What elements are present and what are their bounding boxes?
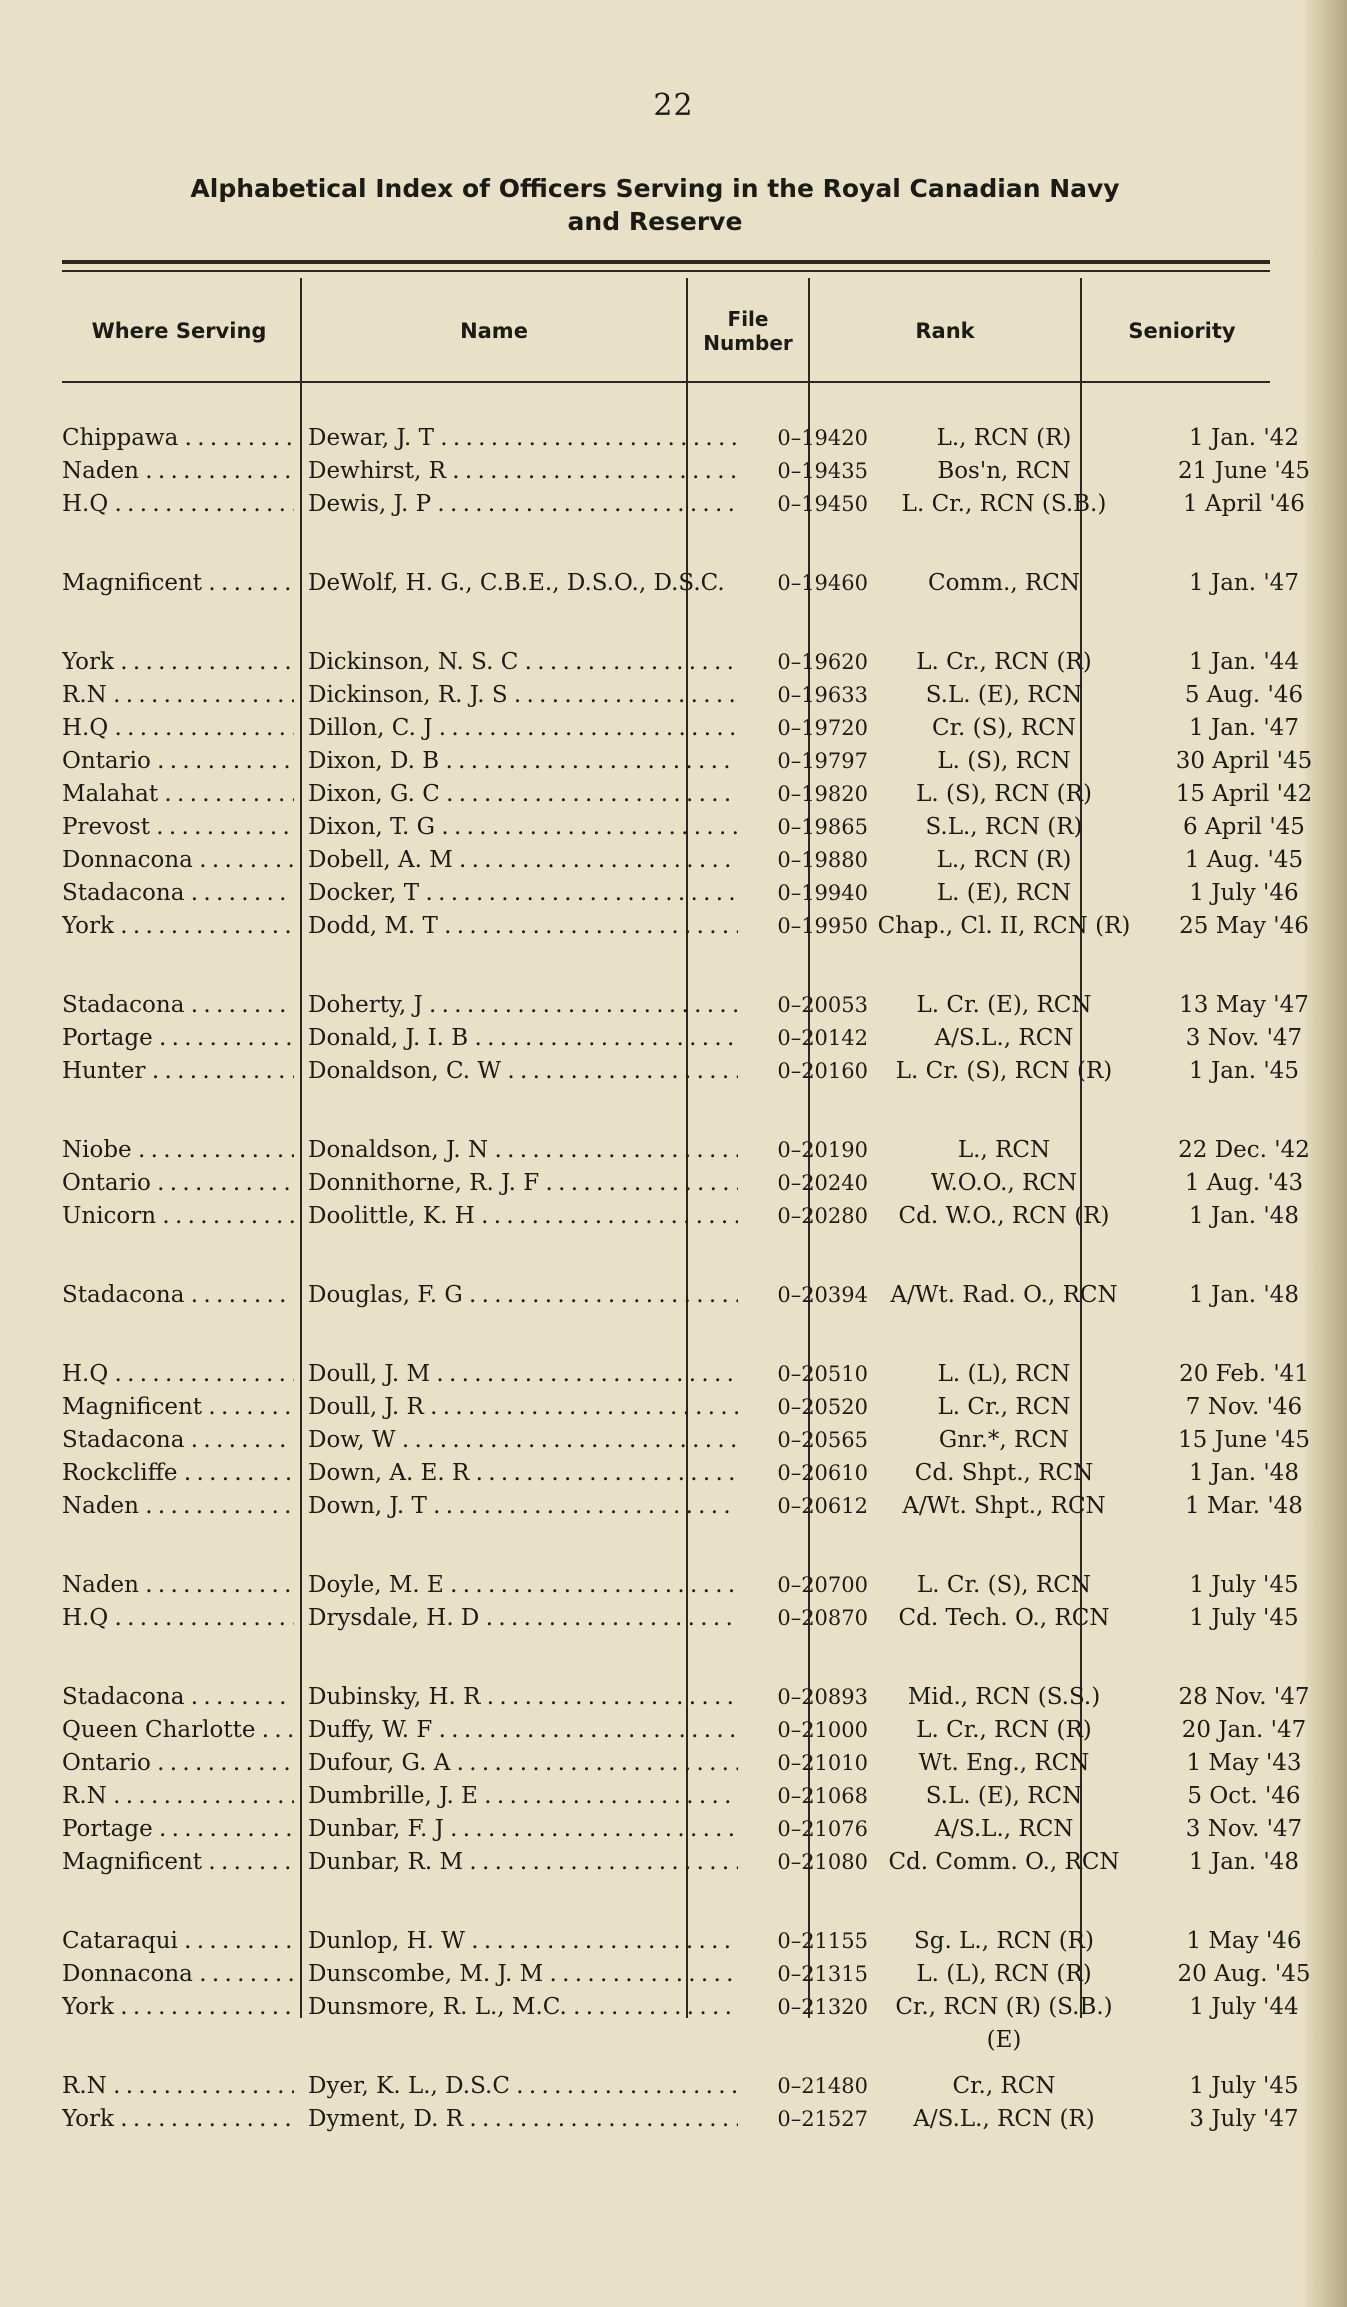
table-top-rule-thin (62, 270, 1270, 272)
name-cell (308, 1958, 738, 1991)
table-row (62, 1747, 1302, 1780)
file-number-cell: 0–19865 (777, 815, 868, 839)
rank-cell: Mid., RCN (S.S.) (907, 1684, 1101, 1710)
file-number-cell: 0–21000 (777, 1718, 868, 1742)
rank-cell: A/Wt. Shpt., RCN (902, 1493, 1106, 1519)
officer-name: Dixon, D. B . . . (308, 745, 738, 778)
seniority-cell: 1 July '45 (1189, 1605, 1299, 1631)
table-row (62, 1925, 1302, 1958)
header-file-number: File Number (703, 306, 793, 355)
name-cell (308, 844, 738, 877)
file-number-cell: 0–19720 (777, 716, 868, 740)
where-serving-cell: York . . . (62, 646, 294, 679)
officer-name: Docker, T . . . (308, 877, 738, 910)
name-cell (308, 1813, 738, 1846)
officer-name: Duffy, W. F . . . (308, 1714, 738, 1747)
file-number-cell: 0–21527 (777, 2107, 868, 2131)
name-cell (308, 910, 738, 943)
officer-name: Dickinson, R. J. S . . . (308, 679, 738, 712)
officer-name: Dunbar, R. M . . . (308, 1846, 738, 1879)
seniority-cell: 21 June '45 (1178, 458, 1310, 484)
file-number-cell: 0–20510 (777, 1362, 868, 1386)
where-serving-cell: Naden . . . (62, 1490, 294, 1523)
seniority-cell: 1 July '45 (1189, 1572, 1299, 1598)
rank-cell: Cd. Comm. O., RCN (888, 1849, 1120, 1875)
name-cell (308, 1167, 738, 1200)
rank-cell: Cr. (S), RCN (931, 715, 1077, 741)
seniority-cell: 1 April '46 (1183, 491, 1305, 517)
name-cell (308, 811, 738, 844)
officer-name: Dixon, G. C . . . (308, 778, 738, 811)
name-cell (308, 679, 738, 712)
title-line-1: Alphabetical Index of Officers Serving in the Royal Canadian Navy (190, 174, 1120, 203)
seniority-cell: 1 Jan. '42 (1189, 425, 1299, 451)
file-number-cell: 0–20870 (777, 1606, 868, 1630)
seniority-cell: 1 Jan. '44 (1189, 649, 1299, 675)
rank-cell: A/S.L., RCN (934, 1025, 1074, 1051)
table-row (62, 422, 1299, 455)
rank-cell: A/Wt. Rad. O., RCN (890, 1282, 1118, 1308)
seniority-cell: 20 Aug. '45 (1177, 1961, 1311, 1987)
file-number-cell: 0–20280 (777, 1204, 868, 1228)
file-number-cell: 0–20610 (777, 1461, 868, 1485)
name-cell (308, 1490, 738, 1523)
where-serving-cell: Portage . . . (62, 1022, 294, 1055)
name-cell (308, 1134, 738, 1167)
rank-cell: Cd. Tech. O., RCN (898, 1605, 1110, 1631)
where-serving-cell: Unicorn . . . (62, 1200, 294, 1233)
where-serving-cell: Magnificent . . . (62, 1391, 294, 1424)
file-number-cell: 0–21315 (777, 1962, 868, 1986)
table-row (62, 1457, 1299, 1490)
officer-name: Dunbar, F. J . . . (308, 1813, 738, 1846)
name-cell (308, 1569, 738, 1602)
officer-name: Doolittle, K. H . . . (308, 1200, 738, 1233)
name-cell (308, 1681, 738, 1714)
where-serving-cell: Donnacona . . . (62, 844, 294, 877)
where-serving-cell: Naden . . . (62, 455, 294, 488)
title-line-2: and Reserve (567, 207, 743, 236)
file-number-cell: 0–20565 (777, 1428, 868, 1452)
name-cell (308, 1991, 738, 2024)
rank-cell: Cr., RCN (R) (S.B.) (E) (895, 1994, 1113, 2053)
where-serving-cell: Queen Charlotte . . . (62, 1714, 294, 1747)
name-cell (308, 989, 738, 1022)
seniority-cell: 15 June '45 (1178, 1427, 1310, 1453)
officer-name: Dillon, C. J . . . (308, 712, 738, 745)
officer-name: Dewis, J. P . . . (308, 488, 738, 521)
officer-name: Dewhirst, R . . . (308, 455, 738, 488)
table-row (62, 2103, 1299, 2136)
file-number-cell: 0–20240 (777, 1171, 868, 1195)
seniority-cell: 3 Nov. '47 (1185, 1816, 1303, 1842)
table-row (62, 1391, 1303, 1424)
officer-name: Dufour, G. A . . . (308, 1747, 738, 1780)
table-row (62, 811, 1305, 844)
file-number-cell: 0–21155 (777, 1929, 868, 1953)
name-cell (308, 2070, 738, 2103)
name-cell (308, 1055, 738, 1088)
seniority-cell: 1 Jan. '48 (1189, 1460, 1299, 1486)
seniority-cell: 3 Nov. '47 (1185, 1025, 1303, 1051)
where-serving-cell: Stadacona . . . (62, 877, 294, 910)
name-cell (308, 1200, 738, 1233)
rank-cell: L., RCN (R) (936, 847, 1072, 873)
table-row (62, 1780, 1301, 1813)
seniority-cell: 20 Jan. '47 (1181, 1717, 1307, 1743)
officer-name: Dickinson, N. S. C . . . (308, 646, 738, 679)
where-serving-cell: Stadacona . . . (62, 1424, 294, 1457)
rank-cell: Cd. Shpt., RCN (914, 1460, 1094, 1486)
where-serving-cell: Magnificent . . . (62, 1846, 294, 1879)
name-cell (308, 646, 738, 679)
officer-name: Dobell, A. M . . . (308, 844, 738, 877)
file-number-cell: 0–19820 (777, 782, 868, 806)
officer-name: Dodd, M. T . . . (308, 910, 738, 943)
name-cell (308, 1424, 738, 1457)
table-row (62, 778, 1313, 811)
where-serving-cell: R.N . . . (62, 679, 294, 712)
name-cell (308, 877, 738, 910)
name-cell (308, 488, 738, 521)
file-number-cell: 0–20160 (777, 1059, 868, 1083)
rank-cell: L. Cr., RCN (R) (916, 649, 1092, 675)
file-number-cell: 0–19633 (777, 683, 868, 707)
seniority-cell: 1 July '45 (1189, 2073, 1299, 2099)
rank-cell: Bos'n, RCN (937, 458, 1071, 484)
officer-name: Dunscombe, M. J. M . . . (308, 1958, 738, 1991)
table-row (62, 1167, 1304, 1200)
file-number-cell: 0–19797 (777, 749, 868, 773)
table-row (62, 877, 1299, 910)
table-row (62, 745, 1313, 778)
name-cell (308, 1279, 738, 1312)
table-row (62, 1200, 1299, 1279)
where-serving-cell: H.Q . . . (62, 1602, 294, 1635)
table-row (62, 1991, 1299, 2070)
seniority-cell: 25 May '46 (1179, 913, 1309, 939)
table-row (62, 1424, 1310, 1457)
where-serving-cell: York . . . (62, 1991, 294, 2024)
page-title (100, 172, 1210, 238)
rank-cell: Sg. L., RCN (R) (914, 1928, 1094, 1954)
table-row (62, 1134, 1310, 1167)
seniority-cell: 15 April '42 (1175, 781, 1313, 807)
where-serving-cell: Magnificent . . . (62, 567, 294, 600)
name-cell (308, 712, 738, 745)
seniority-cell: 13 May '47 (1179, 992, 1309, 1018)
officer-name: Dow, W . . . (308, 1424, 738, 1457)
table-row (62, 1846, 1299, 1925)
header-seniority: Seniority (1128, 318, 1236, 343)
table-row (62, 1602, 1299, 1681)
officer-name: Dunsmore, R. L., M.C. . . . (308, 1991, 738, 2024)
rank-cell: L. Cr., RCN (R) (916, 1717, 1092, 1743)
rank-cell: L. Cr. (S), RCN (917, 1572, 1091, 1598)
where-serving-cell: Ontario . . . (62, 1167, 294, 1200)
name-cell (308, 422, 738, 455)
officer-name: Doull, J. M . . . (308, 1358, 738, 1391)
officer-name: Dewar, J. T . . . (308, 422, 738, 455)
seniority-cell: 1 Jan. '48 (1189, 1849, 1299, 1875)
name-cell (308, 1602, 738, 1635)
table-row (62, 567, 1299, 646)
seniority-cell: 1 Aug. '43 (1184, 1170, 1304, 1196)
name-cell (308, 1391, 738, 1424)
officer-name: Dyment, D. R . . . (308, 2103, 738, 2136)
header-name: Name (460, 318, 528, 343)
table-row (62, 712, 1299, 745)
where-serving-cell: Ontario . . . (62, 1747, 294, 1780)
officer-name: Dixon, T. G . . . (308, 811, 738, 844)
name-cell (308, 1780, 738, 1813)
officer-name: Down, J. T . . . (308, 1490, 738, 1523)
seniority-cell: 1 Aug. '45 (1184, 847, 1304, 873)
where-serving-cell: Ontario . . . (62, 745, 294, 778)
officer-name: Dubinsky, H. R . . . (308, 1681, 738, 1714)
officer-name: Donaldson, C. W . . . (308, 1055, 738, 1088)
file-number-cell: 0–21320 (777, 1995, 868, 2019)
seniority-cell: 22 Dec. '42 (1178, 1137, 1310, 1163)
seniority-cell: 1 July '46 (1189, 880, 1299, 906)
where-serving-cell: Malahat . . . (62, 778, 294, 811)
file-number-cell: 0–20612 (777, 1494, 868, 1518)
table-row (62, 1358, 1309, 1391)
rank-cell: L. (L), RCN (937, 1361, 1071, 1387)
officer-name: Dunlop, H. W . . . (308, 1925, 738, 1958)
rank-cell: L., RCN (R) (936, 425, 1072, 451)
where-serving-cell: Stadacona . . . (62, 1681, 294, 1714)
officer-name: DeWolf, H. G., C.B.E., D.S.O., D.S.C. (308, 570, 725, 596)
where-serving-cell: York . . . (62, 910, 294, 943)
seniority-cell: 1 July '44 (1189, 1994, 1299, 2020)
name-cell (308, 1846, 738, 1879)
file-number-cell: 0–19880 (777, 848, 868, 872)
rank-cell: Comm., RCN (927, 570, 1081, 596)
officer-name: Donald, J. I. B . . . (308, 1022, 738, 1055)
file-number-cell: 0–20394 (777, 1283, 868, 1307)
rank-cell: Chap., Cl. II, RCN (R) (877, 913, 1131, 939)
seniority-cell: 1 Mar. '48 (1185, 1493, 1303, 1519)
file-number-cell: 0–20700 (777, 1573, 868, 1597)
file-number-cell: 0–19420 (777, 426, 868, 450)
where-serving-cell: Donnacona . . . (62, 1958, 294, 1991)
officer-name: Doyle, M. E . . . (308, 1569, 738, 1602)
file-number-cell: 0–20053 (777, 993, 868, 1017)
rank-cell: A/S.L., RCN (R) (913, 2106, 1095, 2132)
name-cell (308, 1457, 738, 1490)
rank-cell: L. (E), RCN (936, 880, 1072, 906)
seniority-cell: 28 Nov. '47 (1178, 1684, 1310, 1710)
officer-name: Down, A. E. R . . . (308, 1457, 738, 1490)
table-row (62, 844, 1304, 877)
where-serving-cell: H.Q . . . (62, 488, 294, 521)
seniority-cell: 1 Jan. '47 (1189, 570, 1299, 596)
where-serving-cell: Prevost . . . (62, 811, 294, 844)
rank-cell: L. (L), RCN (R) (916, 1961, 1092, 1987)
name-cell (308, 455, 738, 488)
where-serving-cell: Hunter . . . (62, 1055, 294, 1088)
seniority-cell: 1 May '43 (1186, 1750, 1302, 1776)
file-number-cell: 0–21480 (777, 2074, 868, 2098)
table-row (62, 646, 1299, 679)
rank-cell: S.L. (E), RCN (925, 1783, 1083, 1809)
seniority-cell: 1 Jan. '48 (1189, 1203, 1299, 1229)
seniority-cell: 30 April '45 (1175, 748, 1313, 774)
where-serving-cell: Chippawa . . . (62, 422, 294, 455)
table-row (62, 1279, 1299, 1358)
rank-cell: A/S.L., RCN (934, 1816, 1074, 1842)
file-number-cell: 0–21076 (777, 1817, 868, 1841)
file-number-cell: 0–19950 (777, 914, 868, 938)
table-row (62, 455, 1310, 488)
seniority-cell: 1 May '46 (1186, 1928, 1302, 1954)
officer-name: Donaldson, J. N . . . (308, 1134, 738, 1167)
rank-cell: Cr., RCN (952, 2073, 1056, 2099)
officer-name: Donnithorne, R. J. F . . . (308, 1167, 738, 1200)
seniority-cell: 20 Feb. '41 (1179, 1361, 1309, 1387)
header-rank: Rank (915, 318, 975, 343)
table-row (62, 1569, 1299, 1602)
officer-name: Dumbrille, J. E . . . (308, 1780, 738, 1813)
file-number-cell: 0–20520 (777, 1395, 868, 1419)
rank-cell: L. (S), RCN (R) (916, 781, 1092, 807)
rank-cell: S.L. (E), RCN (925, 682, 1083, 708)
table-row (62, 488, 1305, 567)
header-bottom-rule (62, 381, 1270, 383)
file-number-cell: 0–19460 (777, 571, 868, 595)
seniority-cell: 1 Jan. '48 (1189, 1282, 1299, 1308)
name-cell (308, 778, 738, 811)
name-cell (308, 1358, 738, 1391)
where-serving-cell: Naden . . . (62, 1569, 294, 1602)
seniority-cell: 3 July '47 (1189, 2106, 1299, 2132)
where-serving-cell: Niobe . . . (62, 1134, 294, 1167)
table-top-rule (62, 260, 1270, 264)
rank-cell: L. Cr. (E), RCN (916, 992, 1092, 1018)
file-number-cell: 0–20142 (777, 1026, 868, 1050)
officer-table-body (62, 422, 1313, 2136)
table-row (62, 1681, 1310, 1714)
seniority-cell: 6 April '45 (1183, 814, 1305, 840)
table-row (62, 989, 1309, 1022)
file-number-cell: 0–21068 (777, 1784, 868, 1808)
table-row (62, 1958, 1311, 1991)
where-serving-cell: Stadacona . . . (62, 989, 294, 1022)
officer-name: Doull, J. R . . . (308, 1391, 738, 1424)
table-row (62, 1714, 1307, 1747)
rank-cell: L. Cr., RCN (S.B.) (901, 491, 1107, 517)
name-cell (308, 567, 738, 600)
officer-name: Drysdale, H. D . . . (308, 1602, 738, 1635)
officer-name: Douglas, F. G . . . (308, 1279, 738, 1312)
file-number-cell: 0–20190 (777, 1138, 868, 1162)
officer-name: Dyer, K. L., D.S.C . . . (308, 2070, 738, 2103)
rank-cell: L. (S), RCN (937, 748, 1071, 774)
name-cell (308, 2103, 738, 2136)
file-number-cell: 0–19620 (777, 650, 868, 674)
file-number-cell: 0–19940 (777, 881, 868, 905)
file-number-cell: 0–19450 (777, 492, 868, 516)
rank-cell: Cd. W.O., RCN (R) (898, 1203, 1110, 1229)
where-serving-cell: R.N . . . (62, 1780, 294, 1813)
table-row (62, 1490, 1303, 1569)
officer-name: Doherty, J . . . (308, 989, 738, 1022)
rank-cell: W.O.O., RCN (930, 1170, 1078, 1196)
rank-cell: Gnr.*, RCN (938, 1427, 1070, 1453)
page-number: 22 (653, 88, 694, 123)
rank-cell: S.L., RCN (R) (925, 814, 1083, 840)
header-where-serving: Where Serving (91, 318, 267, 343)
where-serving-cell: Portage . . . (62, 1813, 294, 1846)
where-serving-cell: H.Q . . . (62, 712, 294, 745)
where-serving-cell: R.N . . . (62, 2070, 294, 2103)
seniority-cell: 1 Jan. '45 (1189, 1058, 1299, 1084)
table-row (62, 1813, 1303, 1846)
where-serving-cell: Stadacona . . . (62, 1279, 294, 1312)
name-cell (308, 1925, 738, 1958)
table-row (62, 910, 1309, 989)
name-cell (308, 1022, 738, 1055)
name-cell (308, 1747, 738, 1780)
seniority-cell: 1 Jan. '47 (1189, 715, 1299, 741)
table-row (62, 2070, 1299, 2103)
where-serving-cell: York . . . (62, 2103, 294, 2136)
seniority-cell: 7 Nov. '46 (1185, 1394, 1303, 1420)
name-cell (308, 745, 738, 778)
file-number-cell: 0–21080 (777, 1850, 868, 1874)
where-serving-cell: Cataraqui . . . (62, 1925, 294, 1958)
table-row (62, 1022, 1303, 1055)
name-cell (308, 1714, 738, 1747)
rank-cell: L. Cr., RCN (937, 1394, 1071, 1420)
seniority-cell: 5 Oct. '46 (1187, 1783, 1301, 1809)
where-serving-cell: H.Q . . . (62, 1358, 294, 1391)
file-number-cell: 0–21010 (777, 1751, 868, 1775)
rank-cell: L. Cr. (S), RCN (R) (895, 1058, 1113, 1084)
table-row (62, 679, 1304, 712)
table-row (62, 1055, 1299, 1134)
file-number-cell: 0–20893 (777, 1685, 868, 1709)
rank-cell: L., RCN (957, 1137, 1051, 1163)
seniority-cell: 5 Aug. '46 (1184, 682, 1304, 708)
file-number-cell: 0–19435 (777, 459, 868, 483)
rank-cell: Wt. Eng., RCN (918, 1750, 1090, 1776)
where-serving-cell: Rockcliffe . . . (62, 1457, 294, 1490)
